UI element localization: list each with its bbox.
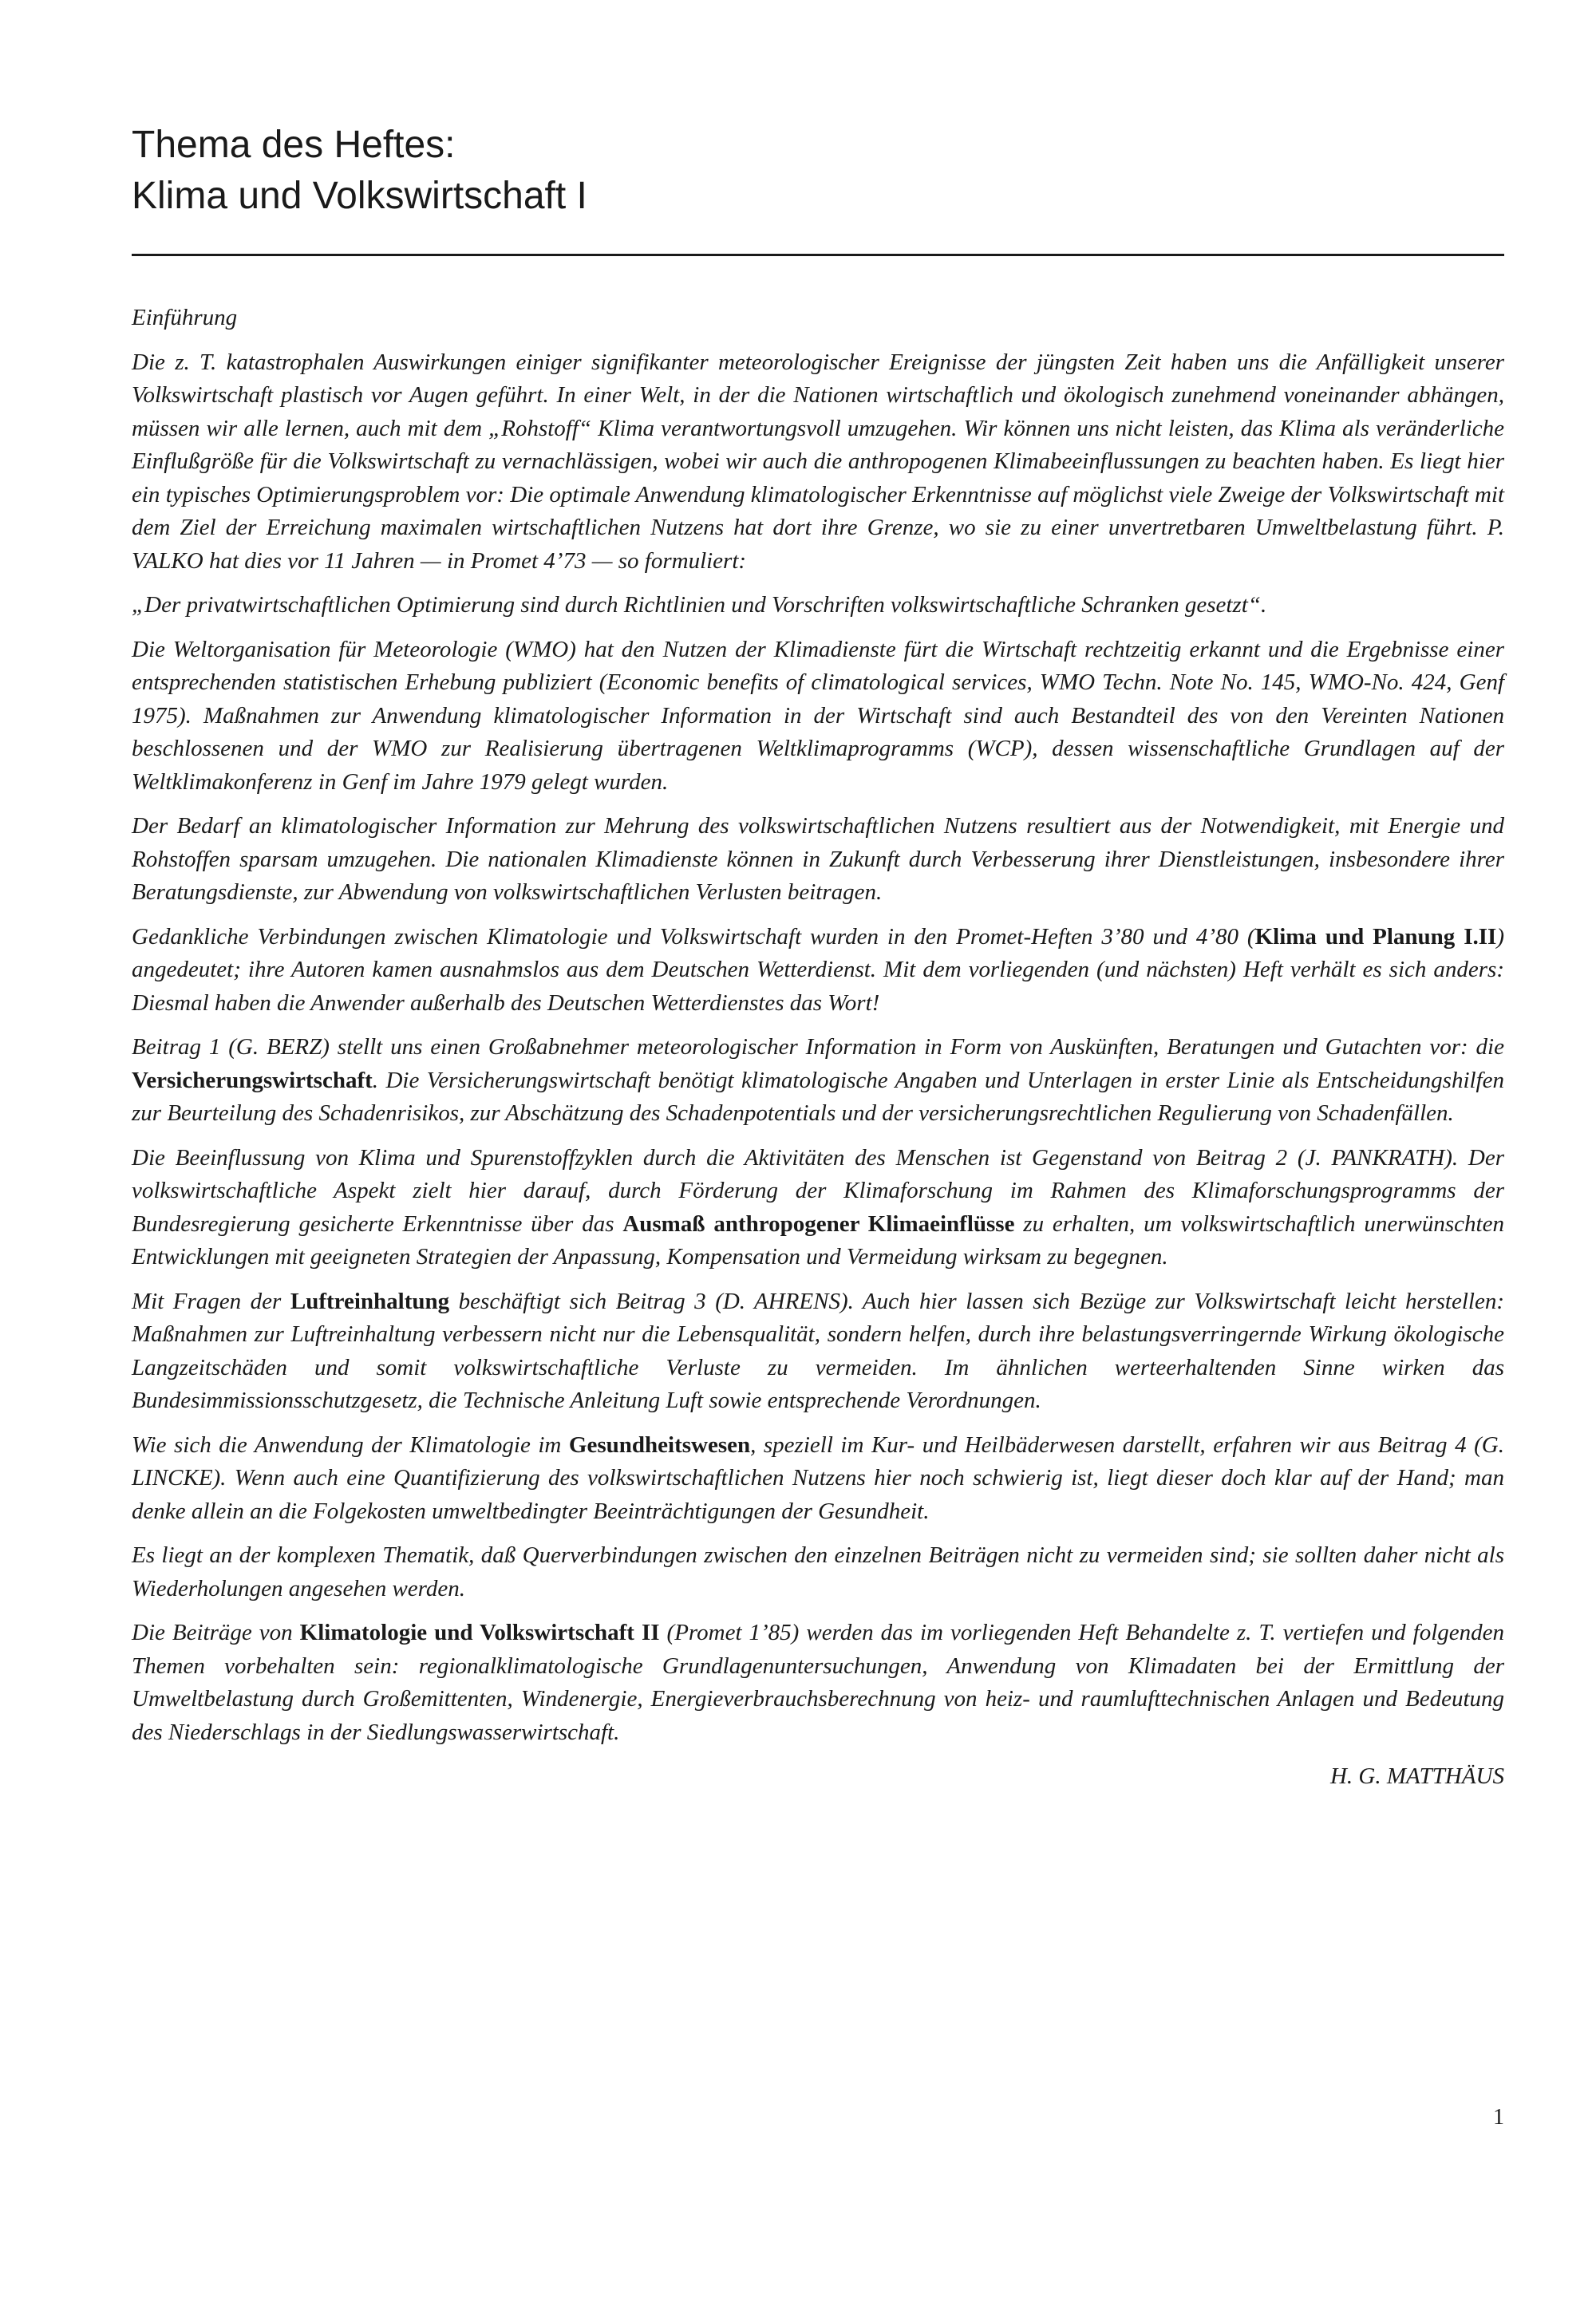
paragraph-5 <box>132 921 1504 1021</box>
paragraph-5-text-a: Gedankliche Verbindungen zwischen Klimatologie und Volkswirtschaft wurden in den Promet-Heften 3’80 und 4’80 ( <box>132 923 1255 950</box>
quote-paragraph: „Der privatwirtschaftlichen Optimierung sind durch Richtlinien und Vorschriften volkswirtschaftliche Schranken gesetzt“. <box>132 592 1267 618</box>
author-signature: H. G. MATTHÄUS <box>1329 1763 1504 1789</box>
paragraph-11 <box>132 1617 1504 1749</box>
issue-theme-label: Thema des Heftes: <box>132 124 456 166</box>
paragraph-11-text-b: (Promet 1’85) werden das im vorliegenden Heft Behandelte z. T. vertiefen und folgenden Themen vorbehalten sein: regionalklimatologische Grundlagenuntersuchungen, Anwendung von Klimadaten bei der Ermittlung der Umweltbelastung durch Großemittenten, Windenergie, Energieverbrauchsberechnung von heiz- und raumlufttechnischen Anlagen und Bedeutung des Niederschlags in der Siedlungswasserwirtschaft. <box>132 1620 1504 1745</box>
paragraph-8 <box>132 1285 1504 1418</box>
paragraph-9-emphasis: Gesundheitswesen <box>568 1431 751 1458</box>
paragraph-6 <box>132 1031 1504 1131</box>
paragraph-8-text-a: Mit Fragen der <box>132 1288 290 1314</box>
paragraph-11-emphasis: Klimatologie und Volkswirtschaft II <box>299 1620 660 1645</box>
paragraph-5-emphasis: Klima und Planung I.II <box>1254 923 1497 950</box>
section-heading: Einführung <box>132 305 238 330</box>
paragraph-8-text-b: beschäftigt sich Beitrag 3 (D. AHRENS). Auch hier lassen sich Bezüge zur Volkswirtschaft leicht herstellen: Maßnahmen zur Luftreinhaltung verbessern nicht nur die Lebensqualität, sondern helfen, durch ihre belastungsverringernde Wirkung ökologische Langzeitschäden und somit volkswirtschaftliche Verluste zu vermeiden. Im ähnlichen werteerhaltenden Sinne wirken das Bundesimmissionsschutzgesetz, die Technische Anleitung Luft sowie entsprechende Verordnungen. <box>132 1288 1504 1413</box>
header-divider <box>132 254 1504 256</box>
paragraph-6-emphasis: Versicherungswirtschaft <box>132 1067 373 1093</box>
paragraph-9 <box>132 1429 1504 1529</box>
paragraph-1: Die z. T. katastrophalen Auswirkungen einiger signifikanter meteorologischer Ereignisse der jüngsten Zeit haben uns die Anfälligkeit unserer Volkswirtschaft plastisch vor Augen geführt. In einer Welt, in der die Nationen wirtschaftlich und ökologisch zunehmend voneinander abhängen, müssen wir alle lernen, auch mit dem „Rohstoff“ Klima verantwortungsvoll umzugehen. Wir können uns nicht leisten, das Klima als veränderliche Einflußgröße für die Volkswirtschaft zu vernachlässigen, wobei wir auch die anthropogenen Klimabeeinflussungen zu beachten haben. Es liegt hier ein typisches Optimierungsproblem vor: Die optimale Anwendung klimatologischer Erkenntnisse auf möglichst viele Zweige der Volkswirtschaft mit dem Ziel der Erreichung maximalen wirtschaftlichen Nutzens hat dort ihre Grenze, wo sie zu einer unvertretbaren Umweltbelastung führt. P. VALKO hat dies vor 11 Jahren — in Promet 4’73 — so formuliert: <box>132 349 1504 574</box>
paragraph-8-emphasis: Luftreinhaltung <box>290 1288 450 1314</box>
page-header <box>132 120 1504 222</box>
paragraph-4: Der Bedarf an klimatologischer Information zur Mehrung des volkswirtschaftlichen Nutzens resultiert aus der Notwendigkeit, mit Energie und Rohstoffen sparsam umzugehen. Die nationalen Klimadienste können in Zukunft durch Verbesserung ihrer Dienstleistungen, insbesondere ihrer Beratungsdienste, zur Abwendung von volkswirtschaftlichen Verlusten beitragen. <box>132 813 1504 905</box>
paragraph-9-text-a: Wie sich die Anwendung der Klimatologie im <box>132 1431 569 1458</box>
page-number: 1 <box>1493 2105 1504 2130</box>
paragraph-7-emphasis: Ausmaß anthropogener Klimaeinflüsse <box>622 1210 1015 1237</box>
paragraph-10: Es liegt an der komplexen Thematik, daß Querverbindungen zwischen den einzelnen Beiträgen nicht zu vermeiden sind; sie sollten daher nicht als Wiederholungen angesehen werden. <box>132 1542 1504 1601</box>
issue-theme-title: Klima und Volkswirtschaft I <box>132 175 587 217</box>
paragraph-7 <box>132 1142 1504 1274</box>
paragraph-3: Die Weltorganisation für Meteorologie (WMO) hat den Nutzen der Klimadienste fürt die Wirtschaft rechtzeitig erkannt und die Ergebnisse einer entsprechenden statistischen Erhebung publiziert (Economic benefits of climatological services, WMO Techn. Note No. 145, WMO-No. 424, Genf 1975). Maßnahmen zur Anwendung klimatologischer Information in der Wirtschaft sind auch Bestandteil des von den Vereinten Nationen beschlossenen und der WMO zur Realisierung übertragenen Weltklimaprogramms (WCP), dessen wissenschaftliche Grundlagen auf der Weltklimakonferenz in Genf im Jahre 1979 gelegt wurden. <box>132 636 1504 795</box>
paragraph-5-text-b: ) angedeutet; ihre Autoren kamen ausnahmslos aus dem Deutschen Wetterdienst. Mit dem vorliegenden (und nächsten) Heft verhält es sich anders: Diesmal haben die Anwender außerhalb des Deutschen Wetterdienstes das Wort! <box>132 923 1504 1016</box>
paragraph-9-text-b: , speziell im Kur- und Heilbäderwesen darstellt, erfahren wir aus Beitrag 4 (G. LINCKE). Wenn auch eine Quantifizierung des volkswirtschaftlichen Nutzens hier noch schwierig ist, liegt dieser doch klar auf der Hand; man denke allein an die Folgekosten umweltbedingter Beeinträchtigungen der Gesundheit. <box>132 1431 1504 1524</box>
paragraph-7-text-a: Die Beeinflussung von Klima und Spurenstoffzyklen durch die Aktivitäten des Menschen ist Gegenstand von Beitrag 2 (J. PANKRATH). Der volkswirtschaftliche Aspekt zielt hier darauf, durch Förderung der Klimaforschung im Rahmen des Klimaforschungsprogramms der Bundesregierung gesicherte Erkenntnisse über das <box>132 1144 1504 1237</box>
paragraph-6-text-b: . Die Versicherungswirtschaft benötigt klimatologische Angaben und Unterlagen in erster Linie als Entscheidungshilfen zur Beurteilung des Schadenrisikos, zur Abschätzung des Schadenpotentials und der versicherungsrechtlichen Regulierung von Schadenfällen. <box>132 1067 1504 1126</box>
paragraph-6-text-a: Beitrag 1 (G. BERZ) stellt uns einen Großabnehmer meteorologischer Information in Form von Auskünften, Beratungen und Gutachten vor: die <box>132 1034 1504 1060</box>
paragraph-7-text-b: zu erhalten, um volkswirtschaftlich unerwünschten Entwicklungen mit geeigneten Strategien der Anpassung, Kompensation und Vermeidung wirksam zu begegnen. <box>132 1210 1504 1270</box>
paragraph-11-text-a: Die Beiträge von <box>132 1620 300 1645</box>
article-body <box>132 302 1504 1805</box>
